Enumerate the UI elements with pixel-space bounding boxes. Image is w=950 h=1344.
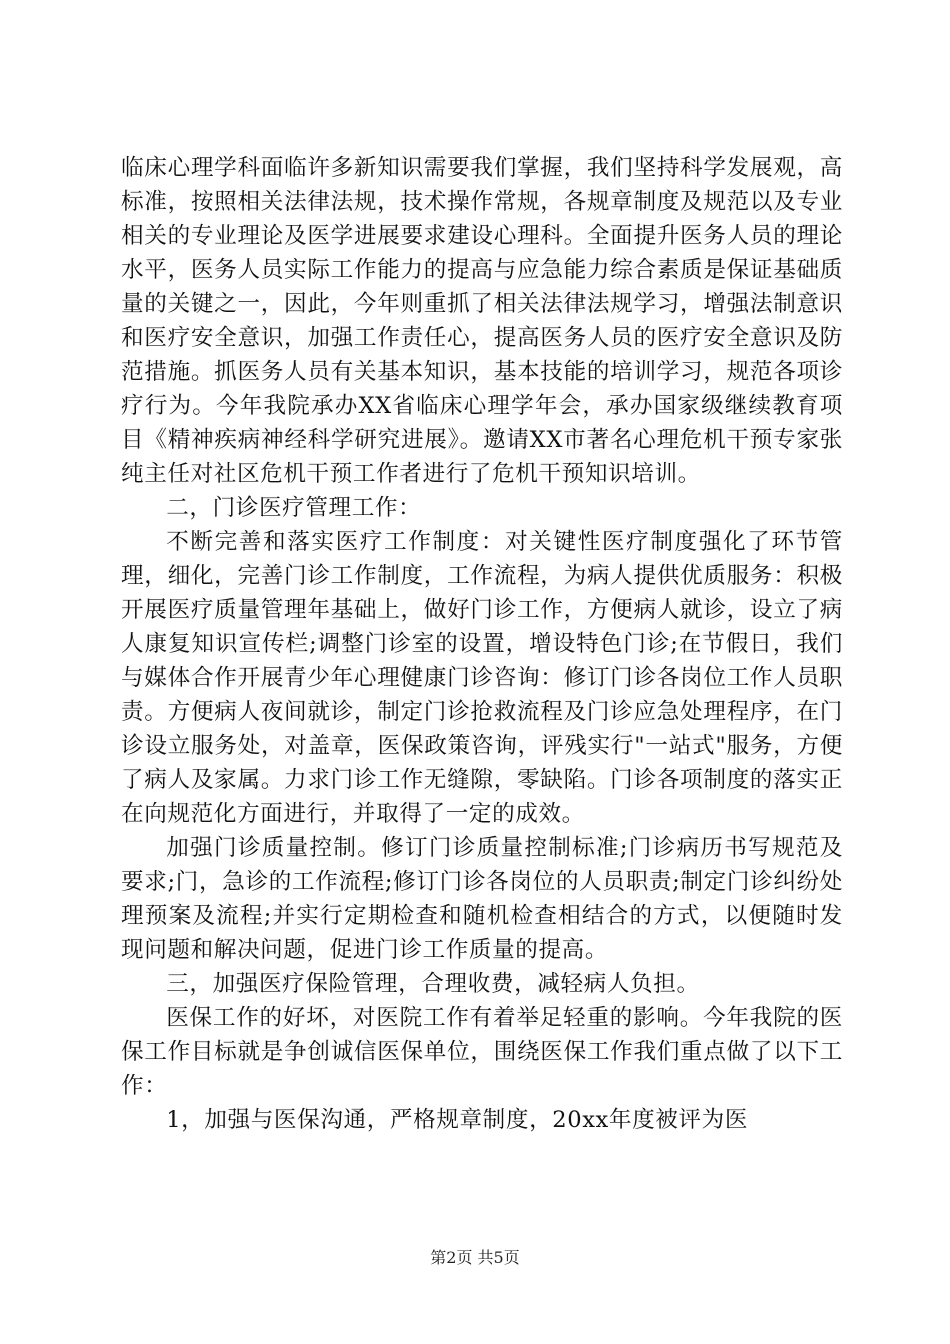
paragraph-4: 加强门诊质量控制。修订门诊质量控制标准;门诊病历书写规范及要求;门，急诊的工作流程;修订门诊各岗位的人员职责;制定门诊纠纷处理预案及流程;并实行定期检查和随机检查相结合的方式，以便随时发现问题和解决问题，促进门诊工作质量的提高。 xyxy=(121,835,843,963)
paragraph-3: 不断完善和落实医疗工作制度：对关键性医疗制度强化了环节管理，细化，完善门诊工作制度，工作流程，为病人提供优质服务：积极开展医疗质量管理年基础上，做好门诊工作，方便病人就诊，设立了病人康复知识宣传栏;调整门诊室的设置，增设特色门诊;在节假日，我们与媒体合作开展青少年心理健康门诊咨询：修订门诊各岗位工作人员职责。方便病人夜间就诊，制定门诊抢救流程及门诊应急处理程序，在门诊设立服务处，对盖章，医保政策咨询，评残实行"一站式"服务，方便了病人及家属。力求门诊工作无缝隙，零缺陷。门诊各项制度的落实正在向规范化方面进行，并取得了一定的成效。 xyxy=(121,529,843,827)
paragraph-2-heading: 二，门诊医疗管理工作： xyxy=(166,495,422,521)
paragraph-1: 临床心理学科面临许多新知识需要我们掌握，我们坚持科学发展观，高标准，按照相关法律法规，技术操作常规，各规章制度及规范以及专业相关的专业理论及医学进展要求建设心理科。全面提升医务人员的理论水平，医务人员实际工作能力的提高与应急能力综合素质是保证基础质量的关键之一，因此，今年则重抓了相关法律法规学习，增强法制意识和医疗安全意识，加强工作责任心，提高医务人员的医疗安全意识及防范措施。抓医务人员有关基本知识，基本技能的培训学习，规范各项诊疗行为。今年我院承办XX省临床心理学年会，承办国家级继续教育项目《精神疾病神经科学研究进展》。邀请XX市著名心理危机干预专家张纯主任对社区危机干预工作者进行了危机干预知识培训。 xyxy=(121,155,843,487)
document-body xyxy=(121,151,843,1137)
paragraph-7: 1，加强与医保沟通，严格规章制度，20xx年度被评为医 xyxy=(166,1107,749,1133)
paragraph-6: 医保工作的好坏，对医院工作有着举足轻重的影响。今年我院的医保工作目标就是争创诚信医保单位，围绕医保工作我们重点做了以下工作： xyxy=(121,1005,843,1099)
page-footer: 第2页 共5页 xyxy=(430,1248,520,1267)
paragraph-5-heading: 三，加强医疗保险管理，合理收费，减轻病人负担。 xyxy=(166,971,700,997)
